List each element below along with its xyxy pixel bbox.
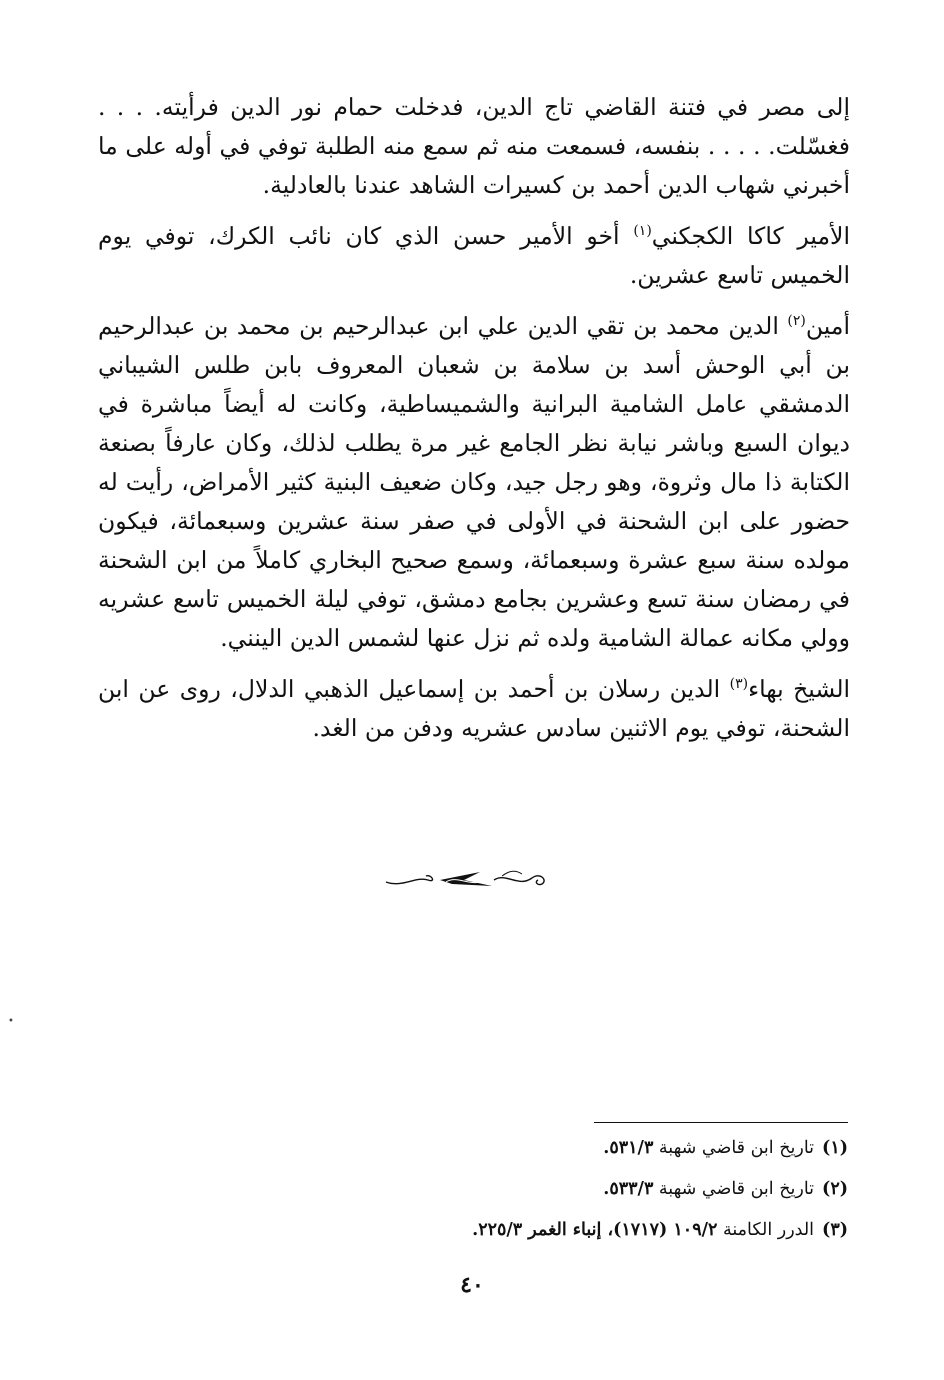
footnote-2 [328, 1169, 848, 1210]
page-number: ٤٠ [460, 1272, 484, 1298]
footnote-1-text: تاريخ ابن قاضي شهبة ٥٣١/٣. [603, 1138, 815, 1158]
footnote-ref-3[interactable]: (٣) [729, 676, 749, 693]
paragraph-4-lead: الشيخ بهاء [748, 675, 851, 703]
paragraph-4-text: الدين رسلان بن أحمد بن إسماعيل الذهبي الدلال، روى عن ابن الشحنة، توفي يوم الاثنين سادس عشريه ودفن من الغد. [98, 675, 850, 742]
decorative-flourish-icon [382, 862, 558, 896]
paragraph-1-text: إلى مصر في فتنة القاضي تاج الدين، فدخلت حمام نور الدين فرأيته. . . . فغسّلت. . . . . بنفسه، فسمعت منه ثم سمع منه الطلبة توفي في أوله على ما أخبرني شهاب الدين أحمد بن كسيرات الشاهد عندنا بالعادلية. [98, 93, 850, 199]
footnote-1 [328, 1128, 848, 1169]
paragraph-4 [98, 670, 850, 748]
footnote-3 [328, 1210, 848, 1251]
footnote-3-text: الدرر الكامنة ١٠٩/٢ (١٧١٧)، إنباء الغمر ٢٢٥/٣. [472, 1220, 815, 1240]
paragraph-1 [98, 88, 850, 205]
footnotes [328, 1128, 848, 1251]
paragraph-2-text: أخو الأمير حسن الذي كان نائب الكرك، توفي يوم الخميس تاسع عشرين. [98, 222, 850, 289]
main-text [98, 88, 850, 760]
paragraph-3-lead: أمين [805, 312, 850, 340]
footnote-divider [594, 1122, 848, 1123]
paragraph-2 [98, 217, 850, 295]
footnote-2-text: تاريخ ابن قاضي شهبة ٥٣٣/٣. [603, 1179, 815, 1199]
footnote-ref-2[interactable]: (٢) [787, 313, 806, 330]
paragraph-3 [98, 307, 850, 658]
footnote-2-number: (٢) [822, 1179, 848, 1199]
footnote-3-number: (٣) [822, 1220, 848, 1240]
scan-speck: • [8, 1016, 14, 1027]
paragraph-2-lead: الأمير كاكا الكجكني [651, 222, 850, 250]
footnote-ref-1[interactable]: (١) [633, 223, 652, 240]
paragraph-3-text: الدين محمد بن تقي الدين علي ابن عبدالرحيم بن محمد بن عبدالرحيم بن أبي الوحش أسد بن سلامة بن شعبان المعروف بابن طلس الشيباني الدمشقي عامل الشامية البرانية والشميساطية، وكانت له أيضاً مباشرة في ديوان السبع وباشر نيابة نظر الجامع غير مرة يطلب لذلك، وكان عارفاً بصنعة الكتابة ذا مال وثروة، وهو رجل جيد، وكان ضعيف البنية كثير الأمراض، رأيت له حضور على ابن الشحنة في الأولى في صفر سنة عشرين وسبعمائة، فيكون مولده سنة سبع عشرة وسبعمائة، وسمع صحيح البخاري كاملاً من ابن الشحنة في رمضان سنة تسع وعشرين بجامع دمشق، توفي ليلة الخميس تاسع عشريه وولي مكانه عمالة الشامية ولده ثم نزل عنها لشمس الدين الينني. [98, 312, 850, 652]
footnote-1-number: (١) [822, 1138, 848, 1158]
